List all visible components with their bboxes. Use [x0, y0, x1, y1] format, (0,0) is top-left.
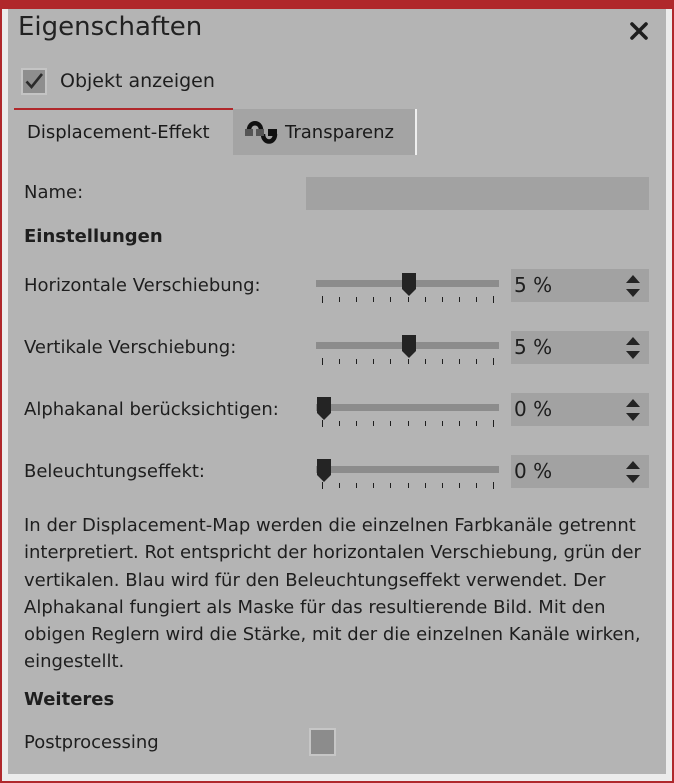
slider-tick — [390, 297, 391, 302]
spinbox-value: 0 % — [514, 397, 553, 421]
slider-tick — [322, 420, 323, 427]
slider-tick — [408, 421, 409, 426]
slider-tick — [339, 297, 340, 302]
slider-tick — [476, 483, 477, 488]
slider-tick — [459, 421, 460, 426]
name-label: Name: — [24, 182, 84, 203]
horizontal-shift-spinbox[interactable] — [511, 269, 649, 302]
slider-tick — [442, 359, 443, 364]
slider-tick — [322, 482, 323, 489]
settings-heading: Einstellungen — [24, 226, 163, 247]
slider-tick — [339, 359, 340, 364]
slider-tick — [356, 359, 357, 364]
slider-ticks — [322, 420, 493, 428]
slider-tick — [459, 297, 460, 302]
alpha-channel-spinbox[interactable] — [511, 393, 649, 426]
slider-tick — [459, 483, 460, 488]
slider-tick — [373, 421, 374, 426]
vertical-shift-spinbox[interactable] — [511, 331, 649, 364]
spin-arrows-icon[interactable] — [626, 461, 640, 485]
slider-tick — [339, 421, 340, 426]
lighting-effect-spinbox[interactable] — [511, 455, 649, 488]
slider-tick — [408, 359, 409, 364]
slider-tick — [408, 297, 409, 302]
transparency-wave-icon — [245, 117, 279, 147]
alpha-channel-label: Alphakanal berücksichtigen: — [24, 399, 279, 420]
name-input[interactable] — [306, 177, 649, 210]
horizontal-shift-label: Horizontale Verschiebung: — [24, 275, 261, 296]
slider-tick — [425, 297, 426, 302]
properties-panel — [8, 9, 666, 774]
postprocessing-label: Postprocessing — [24, 732, 159, 753]
slider-tick — [425, 359, 426, 364]
panel-title: Eigenschaften — [18, 12, 203, 42]
spinbox-value: 5 % — [514, 335, 553, 359]
slider-tick — [493, 420, 494, 427]
slider-ticks — [322, 296, 493, 304]
slider-tick — [425, 483, 426, 488]
vertical-shift-label: Vertikale Verschiebung: — [24, 337, 237, 358]
slider-tick — [356, 297, 357, 302]
tab-transparency[interactable] — [233, 109, 417, 155]
tab-label: Transparenz — [285, 122, 394, 143]
spin-arrows-icon[interactable] — [626, 275, 640, 299]
slider-track — [316, 404, 499, 411]
slider-thumb[interactable] — [401, 273, 417, 297]
show-object-checkbox[interactable] — [21, 68, 47, 95]
slider-thumb[interactable] — [401, 335, 417, 359]
spinbox-value: 0 % — [514, 459, 553, 483]
slider-tick — [356, 421, 357, 426]
lighting-effect-slider[interactable] — [316, 459, 500, 493]
slider-tick — [339, 483, 340, 488]
slider-tick — [373, 297, 374, 302]
slider-tick — [322, 358, 323, 365]
slider-tick — [322, 296, 323, 303]
slider-ticks — [322, 358, 493, 366]
slider-tick — [442, 297, 443, 302]
slider-tick — [476, 421, 477, 426]
slider-tick — [442, 421, 443, 426]
slider-tick — [493, 296, 494, 303]
slider-tick — [373, 483, 374, 488]
postprocessing-checkbox[interactable] — [309, 728, 336, 756]
vertical-shift-slider[interactable] — [316, 335, 500, 369]
slider-tick — [493, 482, 494, 489]
slider-tick — [390, 421, 391, 426]
spinbox-value: 5 % — [514, 273, 553, 297]
slider-tick — [442, 483, 443, 488]
slider-tick — [408, 483, 409, 488]
spin-arrows-icon[interactable] — [626, 337, 640, 361]
checkmark-icon — [24, 71, 44, 91]
slider-tick — [390, 483, 391, 488]
slider-track — [316, 466, 499, 473]
effect-description: In der Displacement-Map werden die einzelnen Farbkanäle getrennt interpretiert. Rot entspricht der horizontalen Verschiebung, grün der vertikalen. Blau wird für den Beleuchtungseffekt verwendet. Der Alphakanal fungiert als Maske für das resultierende Bild. Mit den obigen Reglern wird die Stärke, mit der die einzelnen Kanäle wirken, eingestellt. — [24, 515, 641, 673]
tab-displacement-effect[interactable] — [14, 110, 233, 156]
show-object-label: Objekt anzeigen — [60, 70, 215, 92]
horizontal-shift-slider[interactable] — [316, 273, 500, 307]
slider-tick — [476, 359, 477, 364]
spin-arrows-icon[interactable] — [626, 399, 640, 423]
slider-tick — [425, 421, 426, 426]
slider-ticks — [322, 482, 493, 490]
alpha-channel-slider[interactable] — [316, 397, 500, 431]
close-icon — [625, 17, 653, 45]
slider-tick — [493, 358, 494, 365]
close-button[interactable] — [625, 17, 653, 45]
window-accent-bar — [2, 0, 674, 9]
slider-tick — [390, 359, 391, 364]
tab-label: Displacement-Effekt — [27, 122, 210, 143]
slider-thumb[interactable] — [316, 397, 332, 421]
slider-tick — [459, 359, 460, 364]
lighting-effect-label: Beleuchtungseffekt: — [24, 461, 205, 482]
more-heading: Weiteres — [24, 689, 115, 710]
slider-tick — [476, 297, 477, 302]
slider-tick — [373, 359, 374, 364]
slider-thumb[interactable] — [316, 459, 332, 483]
slider-tick — [356, 483, 357, 488]
